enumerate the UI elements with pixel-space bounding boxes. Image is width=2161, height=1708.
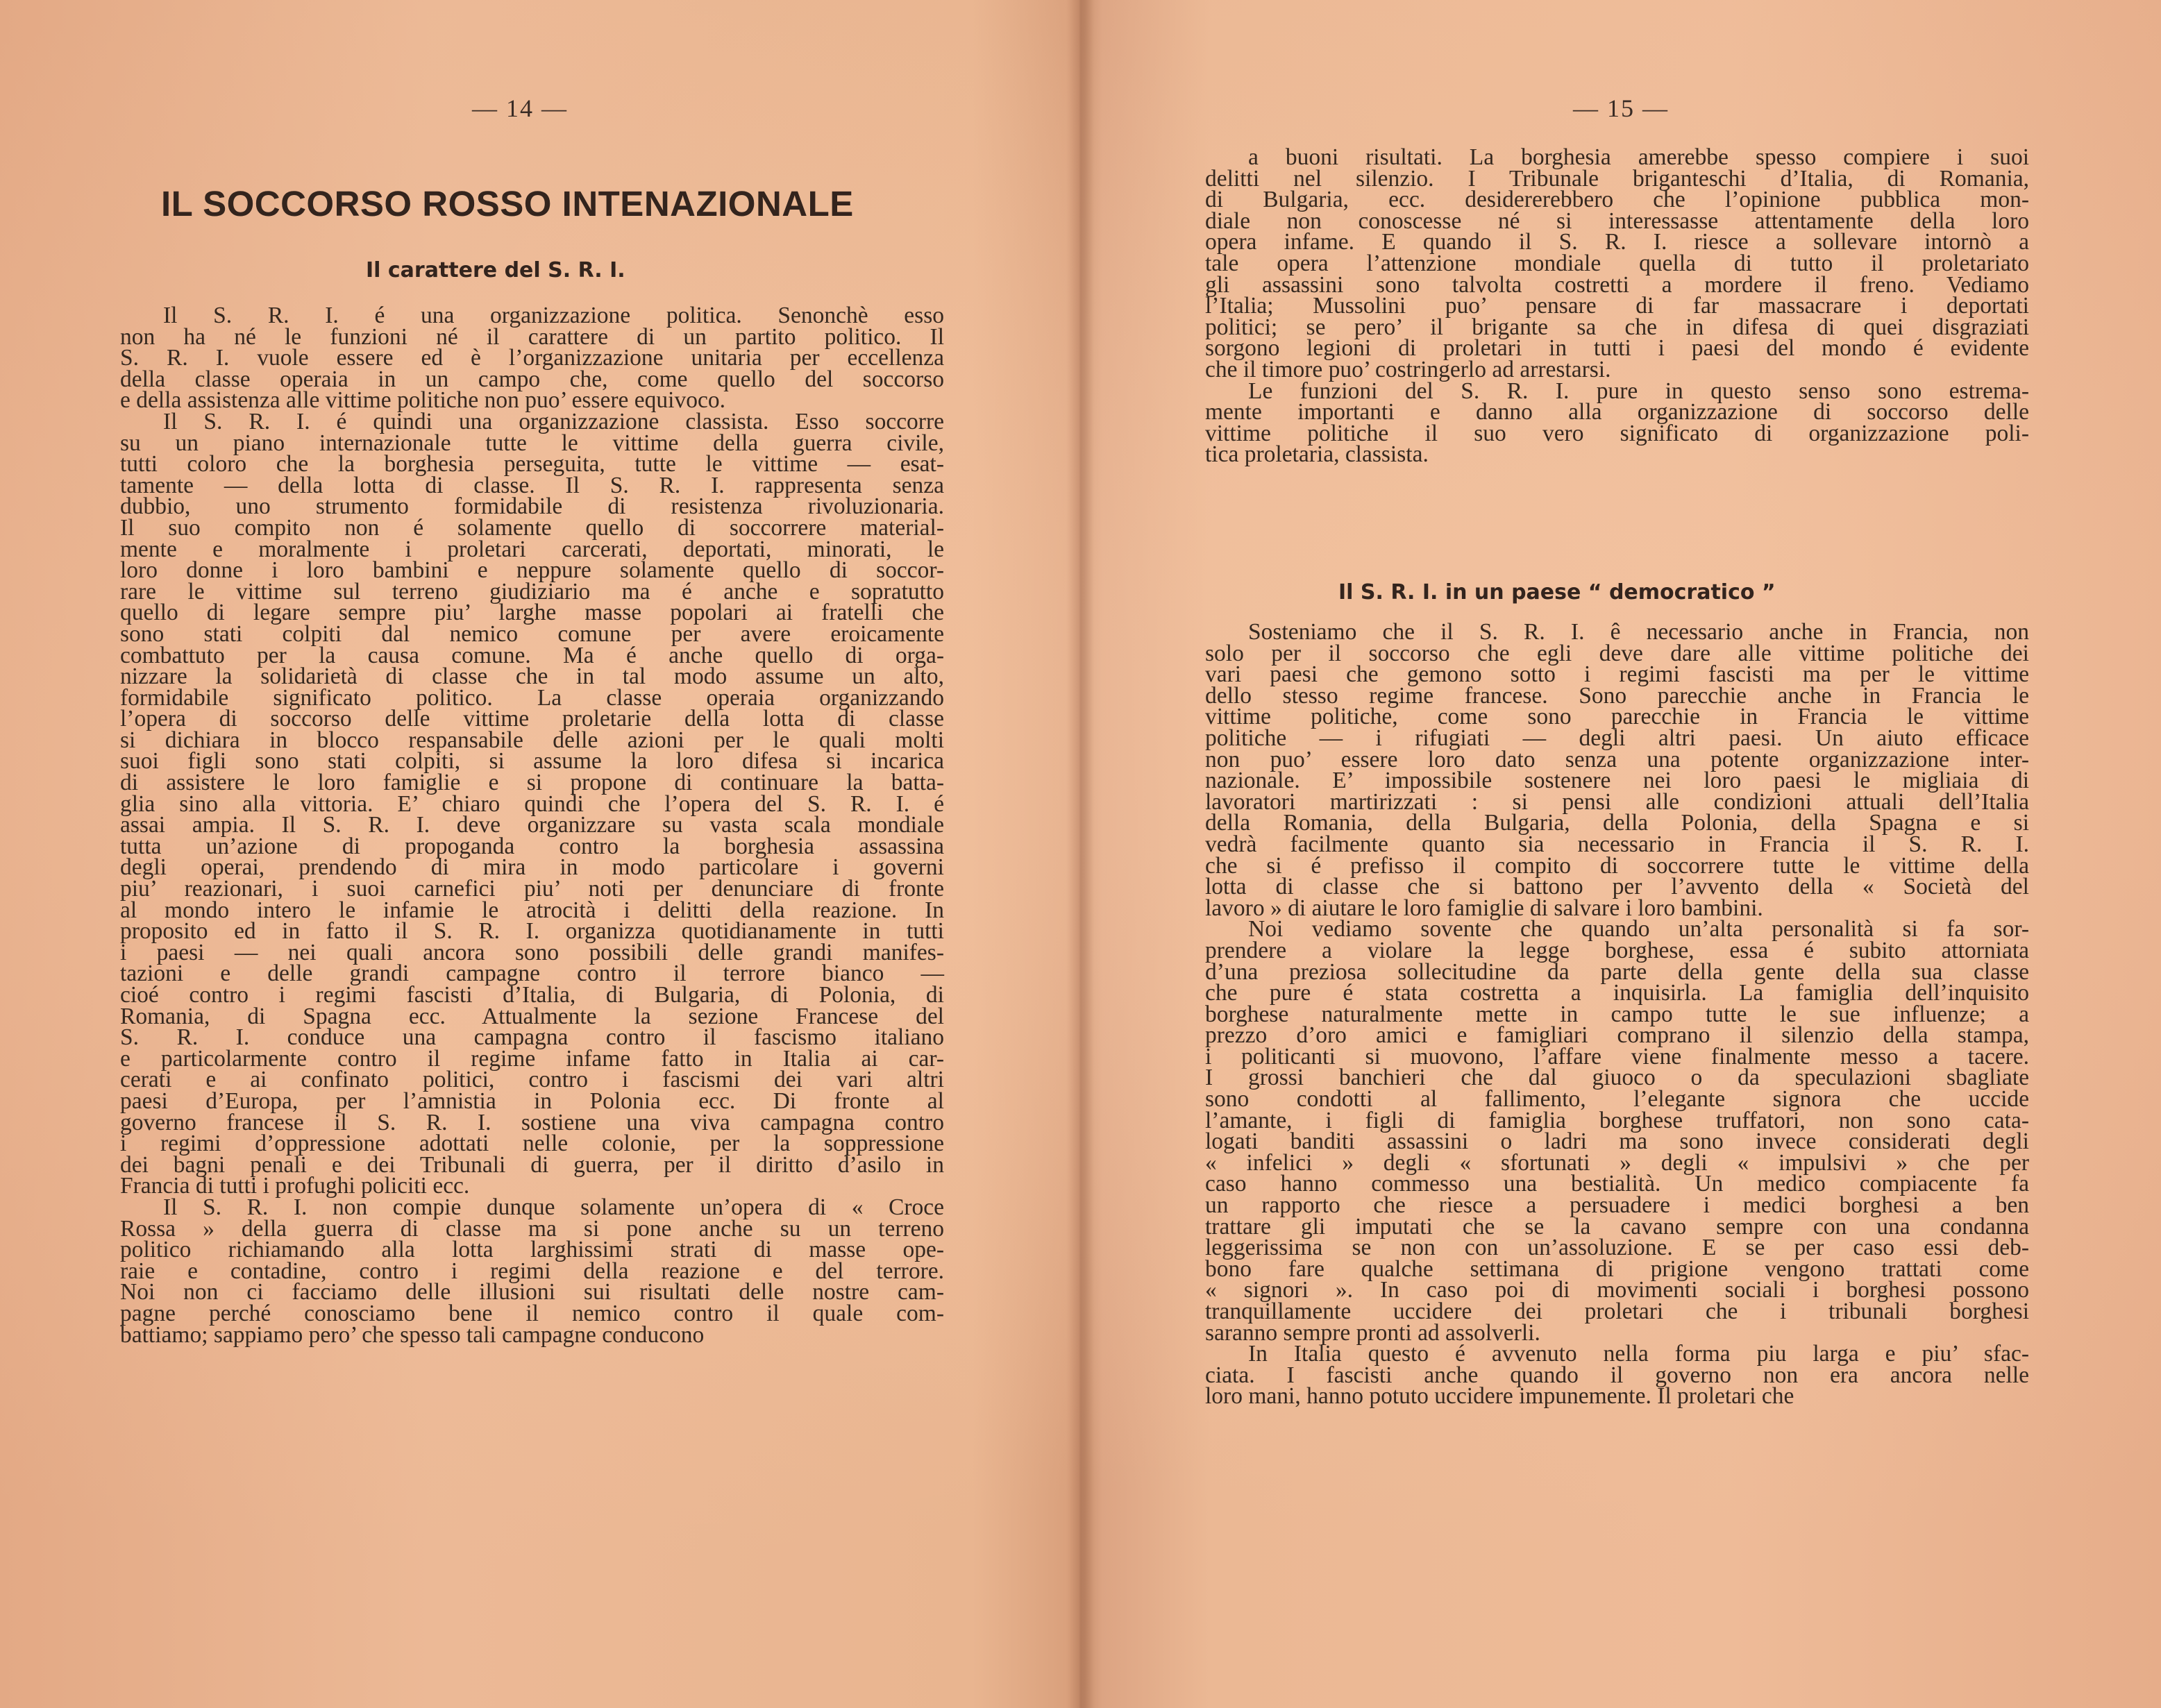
text-line: tutta un’azione di propoganda contro la borghesia assassina	[120, 833, 944, 859]
text-line: sono stati colpiti dal nemico comune per avere eroicamente	[120, 620, 944, 647]
text-line: vari paesi che gemono sotto i regimi fascisti ma per le vittime	[1205, 661, 2029, 688]
text-line: Noi non ci facciamo delle illusioni sui risultati delle nostre cam-	[120, 1279, 944, 1305]
text-line: loro mani, hanno potuto uccidere impunemente. Il proletari che	[1205, 1383, 1794, 1410]
page-number-left: — 14 —	[472, 94, 568, 122]
text-line: I grossi banchieri che dal giuoco o da speculazioni sbagliate	[1205, 1065, 2029, 1091]
text-line: politiche — i rifugiati — degli altri paesi. Un aiuto efficace	[1205, 725, 2029, 751]
paragraph	[1205, 619, 2029, 921]
text-line: dubbio, uno strumento formidabile di resistenza rivoluzionaria.	[120, 493, 944, 520]
text-line: i politicanti si muovono, l’affare viene finalmente messo a tacere.	[1205, 1043, 2029, 1069]
section-heading-right: Il S. R. I. in un paese “ democratico ”	[1338, 580, 1776, 604]
text-line: gli assassini sono talvolta costretti a mordere il freno. Vediamo	[1205, 271, 2029, 298]
text-line: In Italia questo é avvenuto nella forma piu larga e piu’ sfac-	[1248, 1341, 2029, 1367]
text-line: pagne perché conosciamo bene il nemico contro il quale com-	[120, 1300, 944, 1326]
text-line: l’opera di soccorso delle vittime proletarie della lotta di classe	[120, 706, 944, 732]
text-line: proposito ed in fatto il S. R. I. organizza quotidianamente in tutti	[120, 918, 944, 945]
text-line: leggerissima se non con un’assoluzione. E se per caso essi deb-	[1205, 1235, 2029, 1261]
paragraph	[120, 1194, 944, 1348]
text-line: Francia di tutti i profughi policiti ecc.	[120, 1173, 470, 1199]
text-line: borghese naturalmente mette in campo tutte le sue influenze; a	[1205, 1001, 2029, 1027]
paragraph	[120, 305, 944, 412]
text-line: combattuto per la causa comune. Ma é anche quello di orga-	[120, 642, 944, 668]
paragraph	[1205, 1341, 2029, 1410]
text-line: Rossa » della guerra di classe ma si pone anche su un terreno	[120, 1215, 944, 1242]
text-line: mente e moralmente i proletari carcerati, deportati, minorati, le	[120, 536, 944, 562]
text-line: Noi vediamo sovente che quando un’alta personalità si fa sor-	[1248, 916, 2029, 942]
text-line: quello di legare sempre piu’ larghe masse popolari ai fratelli che	[120, 600, 944, 626]
right-body-text-bottom	[1205, 619, 2029, 1410]
paragraph	[1205, 378, 2029, 468]
text-line: sono condotti al fallimento, l’elegante signora che uccide	[1205, 1086, 2029, 1113]
text-line: nizzare la solidarietà di classe che in tal modo assume un alto,	[120, 663, 944, 690]
text-line: mente importanti e danno alla organizzazione di soccorso delle	[1205, 399, 2029, 425]
text-line: un rapporto che riesce a persuadere i medici borghesi a ben	[1205, 1192, 2029, 1219]
text-line: e della assistenza alle vittime politiche non puo’ essere equivoco.	[120, 387, 725, 414]
right-body-text-top	[1205, 144, 2029, 468]
text-line: cioé contro i regimi fascisti d’Italia, di Bulgaria, di Polonia, di	[120, 982, 944, 1008]
text-line: Il S. R. I. non compie dunque solamente un’opera di « Croce	[163, 1194, 944, 1220]
text-line: S. R. I. conduce una campagna contro il fascismo italiano	[120, 1024, 944, 1051]
text-line: lotta di classe che si battono per l’avvento della « Società del	[1205, 874, 2029, 900]
text-line: l’Italia; Mussolini puo’ pensare di far massacrare i deportati	[1205, 293, 2029, 319]
text-line: paesi d’Europa, per l’amnistia in Polonia ecc. Di fronte al	[120, 1088, 944, 1114]
text-line: lavoro » di aiutare le loro famiglie di salvare i loro bambini.	[1205, 895, 1763, 921]
text-line: saranno sempre pronti ad assolverli.	[1205, 1319, 1540, 1346]
text-line: tutti coloro che la borghesia perseguita, tutte le vittime — esat-	[120, 451, 944, 477]
text-line: di Bulgaria, ecc. desidererebbero che l’opinione pubblica mon-	[1205, 187, 2029, 213]
text-line: suoi figli sono stati colpiti, si assume la loro difesa si incarica	[120, 748, 944, 775]
text-line: delitti nel silenzio. I Tribunale briganteschi d’Italia, di Romania,	[1205, 165, 2029, 192]
text-line: caso hanno commesso una bestialità. Un medico compiacente fa	[1205, 1171, 2029, 1197]
text-line: che si é prefisso il compito di soccorrere tutte le vittime della	[1205, 852, 2029, 879]
text-line: nazionale. E’ impossibile sostenere nei loro paesi le migliaia di	[1205, 768, 2029, 794]
paragraph	[1205, 916, 2029, 1346]
text-line: prendere a violare la legge borghese, essa é subito attorniata	[1205, 937, 2029, 963]
text-line: dello stesso regime francese. Sono parecchie anche in Francia le	[1205, 682, 2029, 709]
page-number-right: — 15 —	[1573, 94, 1669, 122]
text-line: di assistere le loro famiglie e si propone di continuare la batta-	[120, 770, 944, 796]
text-line: prezzo d’oro amici e famigliari comprano il silenzio della stampa,	[1205, 1022, 2029, 1049]
text-line: Sosteniamo che il S. R. I. ê necessario anche in Francia, non	[1248, 619, 2029, 645]
text-line: i paesi — nei quali ancora sono possibili delle grandi manifes-	[120, 939, 944, 965]
text-line: opera infame. E quando il S. R. I. riesce a sollevare intornò a	[1205, 229, 2029, 255]
left-body-text	[120, 305, 944, 1346]
text-line: d’una preziosa sollecitudine da parte della gente della sua classe	[1205, 958, 2029, 985]
text-line: a buoni risultati. La borghesia amerebbe spesso compiere i suoi	[1248, 144, 2029, 170]
text-line: della classe operaia in un campo che, come quello del soccorso	[120, 366, 944, 392]
text-line: si dichiara in blocco respansabile delle azioni per le quali molti	[120, 727, 944, 753]
text-line: tamente — della lotta di classe. Il S. R. I. rappresenta senza	[120, 472, 944, 498]
text-line: glia sino alla vittoria. E’ chiaro quindi che l’opera del S. R. I. é	[120, 790, 944, 817]
text-line: piu’ reazionari, i suoi carnefici piu’ noti per denunciare di fronte	[120, 876, 944, 902]
text-line: lavoratori martirizzati : si pensi alle condizioni attuali dell’Italia	[1205, 788, 2029, 815]
text-line: su un piano internazionale tutte le vittime della guerra civile,	[120, 430, 944, 456]
text-line: politico richiamando alla lotta larghissimi strati di masse ope-	[120, 1237, 944, 1263]
text-line: vedrà facilmente quanto sia necessario in Francia il S. R. I.	[1205, 831, 2029, 857]
text-line: solo per il soccorso che egli deve dare alle vittime politiche dei	[1205, 640, 2029, 666]
text-line: ciata. I fascisti anche quando il governo non era ancora nelle	[1205, 1362, 2029, 1388]
text-line: tale opera l’attenzione mondiale quella di tutto il proletariato	[1205, 250, 2029, 276]
text-line: Il S. R. I. é una organizzazione politica. Senonchè esso	[163, 303, 944, 328]
text-line: loro donne i loro bambini e neppure solamente quello di soccor-	[120, 557, 944, 584]
text-line: « signori ». In caso poi di movimenti sociali i borghesi possono	[1205, 1277, 2029, 1303]
text-line: Le funzioni del S. R. I. pure in questo senso sono estrema-	[1248, 378, 2029, 404]
text-line: battiamo; sappiamo pero’ che spesso tali campagne conducono	[120, 1321, 705, 1348]
section-heading-left: Il carattere del S. R. I.	[366, 258, 625, 282]
text-line: Romania, di Spagna ecc. Attualmente la sezione Francese del	[120, 1003, 944, 1029]
text-line: i regimi d’oppressione adottati nelle colonie, per la soppressione	[120, 1131, 944, 1157]
left-page	[0, 0, 1080, 1708]
document-title: IL SOCCORSO ROSSO INTENAZIONALE	[161, 184, 854, 223]
right-page	[1080, 0, 2161, 1708]
text-line: non ha né le funzioni né il carattere di un partito politico. Il	[120, 323, 944, 350]
paragraph	[1205, 144, 2029, 382]
text-line: l’amante, i figli di famiglia borghese truffatori, non sono cata-	[1205, 1107, 2029, 1133]
text-line: assai ampia. Il S. R. I. deve organizzare su vasta scala mondiale	[120, 812, 944, 838]
text-line: che il timore puo’ costringerlo ad arrestarsi.	[1205, 356, 1611, 382]
text-line: non puo’ essere loro dato senza una potente organizzazione inter-	[1205, 746, 2029, 772]
text-line: sorgono legioni di proletari in tutti i paesi del mondo é evidente	[1205, 335, 2029, 362]
text-line: tranquillamente uccidere dei proletari che i tribunali borghesi	[1205, 1299, 2029, 1324]
text-line: rare le vittime sul terreno giudiziario ma é anche e sopratutto	[120, 578, 944, 604]
text-line: cerati e ai confinato politici, contro i fascismi dei vari altri	[120, 1067, 944, 1093]
text-line: raie e contadine, contro i regimi della reazione e del terrore.	[120, 1258, 944, 1284]
text-line: politici; se pero’ il brigante sa che in difesa di quei disgraziati	[1205, 314, 2029, 340]
text-line: Il suo compito non é solamente quello di soccorrere material-	[120, 514, 944, 541]
text-line: vittime politiche il suo vero significato di organizzazione poli-	[1205, 420, 2029, 446]
text-line: degli operai, prendendo di mira in modo particolare i governi	[120, 854, 944, 881]
text-line: diale non conoscesse né si interessasse attentamente della loro	[1205, 208, 2029, 234]
text-line: della Romania, della Bulgaria, della Polonia, della Spagna e si	[1205, 810, 2029, 836]
text-line: formidabile significato politico. La classe operaia organizzando	[120, 684, 944, 711]
text-line: tazioni e delle grandi campagne contro il terrore bianco —	[120, 961, 944, 987]
text-line: e particolarmente contro il regime infame fatto in Italia ai car-	[120, 1045, 944, 1072]
text-line: trattare gli imputati che se la cavano sempre con una condanna	[1205, 1213, 2029, 1240]
text-line: governo francese il S. R. I. sostiene una viva campagna contro	[120, 1109, 944, 1135]
text-line: dei bagni penali e dei Tribunali di guerra, per il diritto d’asilo in	[120, 1151, 944, 1178]
text-line: Il S. R. I. é quindi una organizzazione classista. Esso soccorre	[163, 408, 944, 434]
paragraph	[120, 408, 944, 1199]
text-line: S. R. I. vuole essere ed è l’organizzazione unitaria per eccellenza	[120, 345, 944, 371]
text-line: « infelici » degli « sfortunati » degli « impulsivi » che per	[1205, 1149, 2029, 1176]
text-line: bono fare qualche settimana di prigione vengono trattati come	[1205, 1255, 2029, 1282]
text-line: tica proletaria, classista.	[1205, 441, 1429, 468]
text-line: logati banditi assassini o ladri ma sono invece considerati degli	[1205, 1128, 2029, 1155]
text-line: vittime politiche, come sono parecchie in Francia le vittime	[1205, 704, 2029, 730]
text-line: che pure é stata costretta a inquisirla. La famiglia dell’inquisito	[1205, 980, 2029, 1006]
text-line: al mondo intero le infamie le atrocità i delitti della reazione. In	[120, 897, 944, 923]
